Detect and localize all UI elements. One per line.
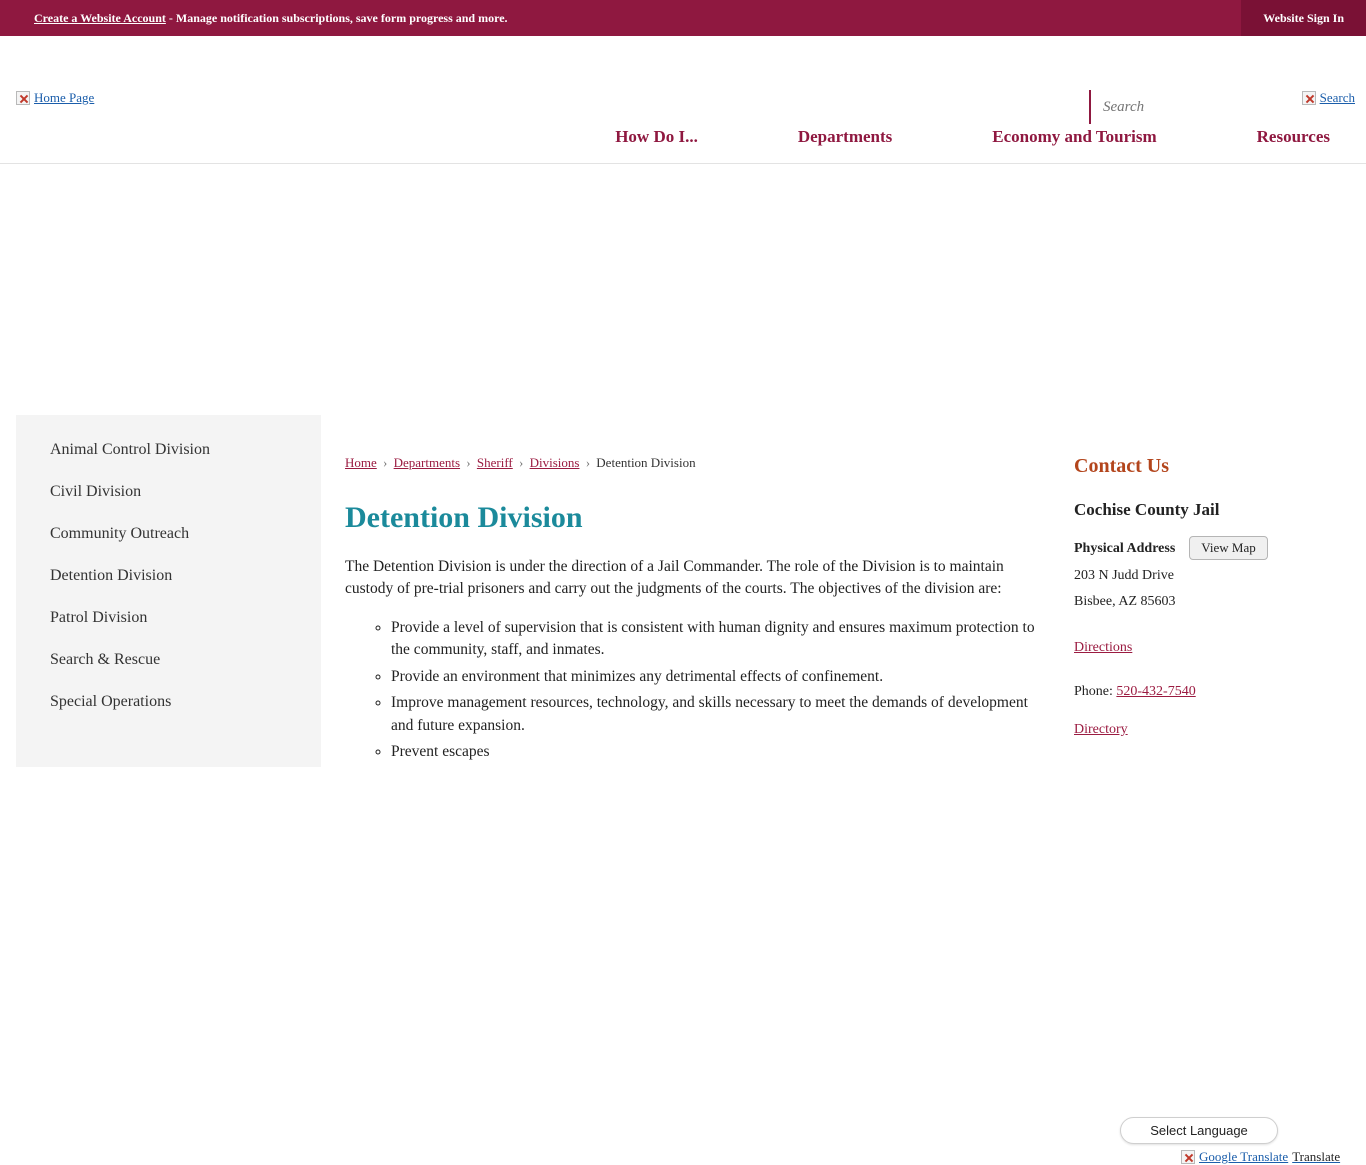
home-page-logo-link[interactable] [16,90,94,106]
sidebar-item-community-outreach[interactable]: Community Outreach [50,525,190,542]
breadcrumb-item-home[interactable]: Home [345,455,377,470]
create-account-message [0,11,508,26]
phone-row [1074,684,1350,700]
nav-item-economy-and-tourism[interactable]: Economy and Tourism [992,127,1157,146]
phone-number-link[interactable]: 520-432-7540 [1116,684,1196,699]
nav-item-resources[interactable]: Resources [1256,127,1330,146]
sidebar-item-civil-division[interactable]: Civil Division [50,483,142,500]
breadcrumb-separator: › [519,455,524,470]
nav-item-departments[interactable]: Departments [797,127,893,146]
nav-item-how-do-i[interactable]: How Do I... [615,127,698,146]
directions-row [1074,640,1350,656]
breadcrumb-current: Detention Division [596,455,696,470]
sidebar-item-special-operations[interactable]: Special Operations [50,693,172,710]
account-bar [0,0,1366,36]
search-button-alt: Search [1319,90,1355,105]
physical-address-row [1074,536,1350,560]
list-item: ◦ Provide a level of supervision that is consistent with human dignity and ensures maximum protection to the community, staff, and inmates. [391,617,1041,662]
breadcrumb-separator: › [466,455,471,470]
page-body [0,415,1366,1164]
home-page-logo-alt: Home Page [34,90,95,105]
google-translate-icon [1181,1150,1195,1164]
search-button[interactable] [1302,90,1355,106]
page-title: Detention Division [345,501,583,534]
breadcrumb-separator: › [383,455,388,470]
address-line-1: 203 N Judd Drive [1074,568,1174,583]
language-select-label: Select Language [1150,1123,1248,1138]
google-translate-link[interactable] [1181,1149,1340,1165]
breadcrumb-item-sheriff[interactable]: Sheriff [476,455,513,470]
main-content [321,415,1066,768]
google-translate-text: Translate [1292,1149,1341,1164]
list-item: ◦ Provide an environment that minimizes any detrimental effects of confinement. [391,666,1041,688]
language-select[interactable] [1120,1117,1278,1144]
directions-link[interactable]: Directions [1074,640,1133,655]
search-input[interactable] [1091,98,1299,117]
directory-row [1074,722,1350,738]
sidebar-navigation [16,415,321,767]
intro-paragraph: The Detention Division is under the direction of a Jail Commander. The role of the Division is to maintain custody of pre-trial prisoners and carry out the judgments of the courts. The objectives of the division are: [345,558,1004,598]
contact-us-panel [1066,415,1366,738]
breadcrumb-item-departments[interactable]: Departments [393,455,461,470]
address-line-2: Bisbee, AZ 85603 [1074,594,1176,609]
breadcrumb-separator: › [585,455,591,470]
site-header [0,36,1366,164]
create-account-link[interactable]: Create a Website Account [34,10,166,25]
hero-banner [0,164,1366,415]
sidebar-item-patrol-division[interactable]: Patrol Division [50,609,148,626]
broken-image-icon [16,91,30,105]
create-account-description: - Manage notification subscriptions, save form progress and more. [165,10,508,25]
objectives-list [345,617,1042,764]
directory-link[interactable]: Directory [1074,722,1128,737]
breadcrumb-item-divisions[interactable]: Divisions [529,455,580,470]
google-translate-alt: Google Translate [1199,1149,1289,1164]
contact-us-heading: Contact Us [1074,455,1169,477]
sidebar-item-animal-control-division[interactable]: Animal Control Division [50,441,210,458]
facility-name: Cochise County Jail [1074,500,1220,519]
list-item: ◦ Improve management resources, technology, and skills necessary to meet the demands of development and future expansion. [391,692,1041,737]
phone-label: Phone: [1074,684,1113,699]
main-navigation [0,119,1366,155]
list-item: ◦ Prevent escapes [391,741,1041,763]
view-map-button[interactable]: View Map [1189,536,1267,560]
website-sign-in-button[interactable]: Website Sign In [1241,0,1366,36]
physical-address-label: Physical Address [1074,540,1176,556]
breadcrumb [345,455,1042,471]
search-icon [1302,91,1316,105]
sidebar-item-search-and-rescue[interactable]: Search & Rescue [50,651,161,668]
sidebar-item-detention-division[interactable]: Detention Division [50,567,173,584]
